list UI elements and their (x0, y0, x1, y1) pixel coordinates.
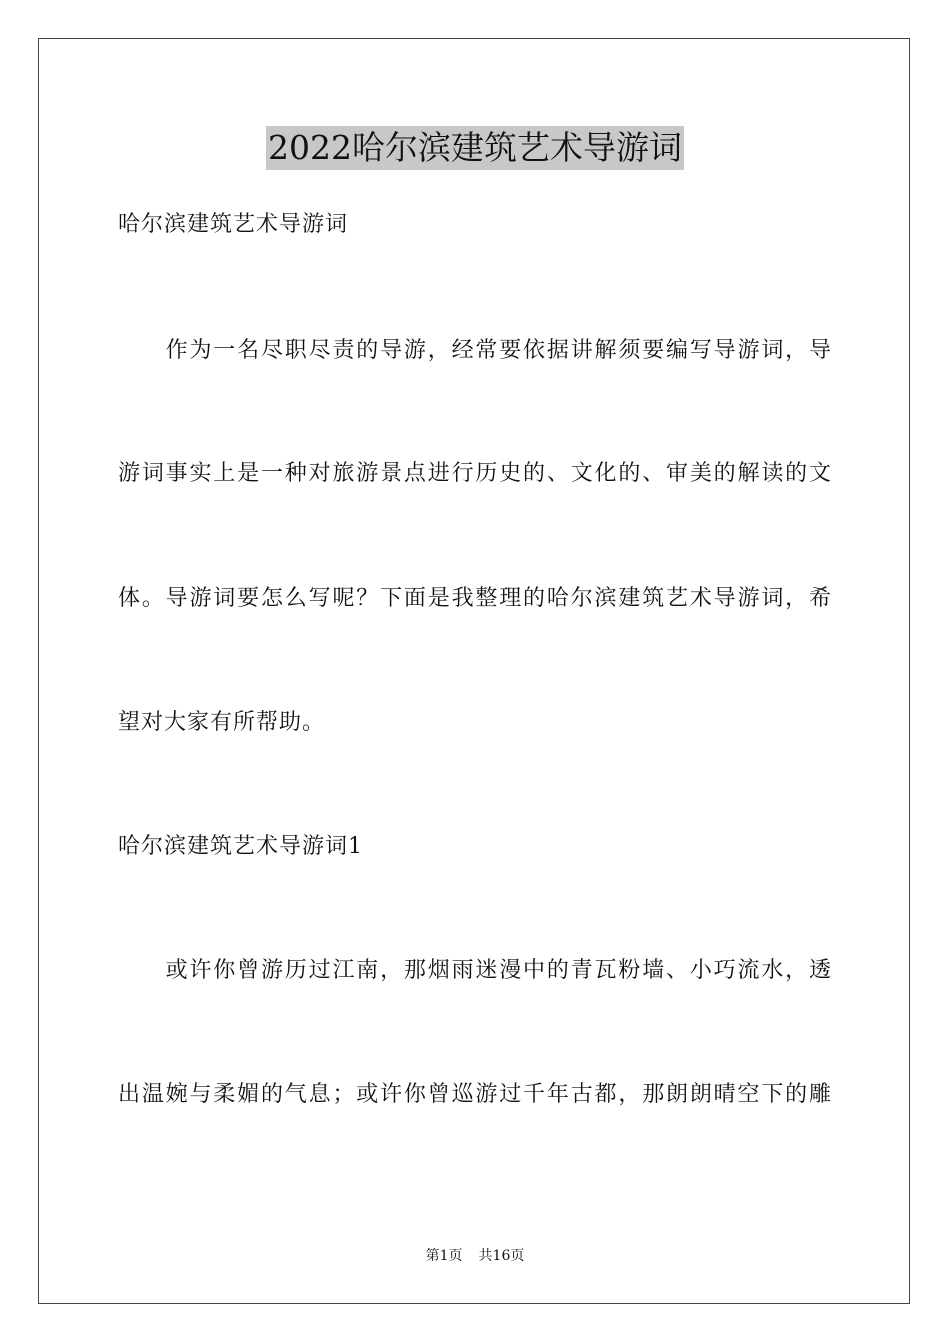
title-container (0, 126, 950, 170)
body-line: 或许你曾游历过江南，那烟雨迷漫中的青瓦粉墙、小巧流水，透 (118, 958, 832, 983)
body-line: 游词事实上是一种对旅游景点进行历史的、文化的、审美的解读的文 (118, 461, 832, 486)
body-line: 望对大家有所帮助。 (118, 710, 326, 735)
body-line: 体。导游词要怎么写呢？下面是我整理的哈尔滨建筑艺术导游词，希 (118, 586, 832, 611)
body-line: 出温婉与柔媚的气息；或许你曾巡游过千年古都，那朗朗晴空下的雕 (118, 1082, 832, 1107)
body-line: 作为一名尽职尽责的导游，经常要依据讲解须要编写导游词，导 (118, 338, 832, 363)
subtitle-line: 哈尔滨建筑艺术导游词 (118, 212, 349, 237)
document-title: 2022哈尔滨建筑艺术导游词 (266, 126, 684, 170)
section-heading: 哈尔滨建筑艺术导游词1 (118, 834, 363, 859)
page-number: 第1页 (425, 1248, 463, 1264)
page-footer (0, 1247, 950, 1265)
page-total: 共16页 (478, 1248, 525, 1264)
